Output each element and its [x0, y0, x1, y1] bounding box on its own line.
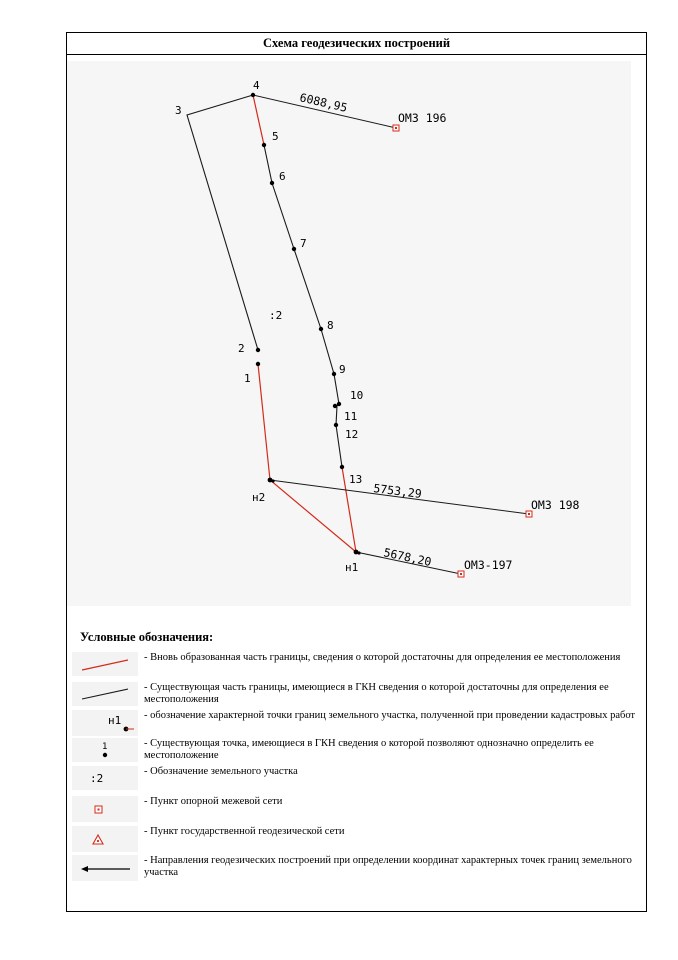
new-boundary-4-5	[253, 95, 264, 145]
point-6-label: 6	[279, 170, 286, 183]
legend-symbol-existing-point	[72, 738, 138, 762]
omz198-icon-dot	[528, 513, 530, 515]
point-12-marker	[334, 423, 338, 427]
point-n1-label: н1	[345, 561, 359, 574]
existing-boundary-west	[187, 95, 258, 350]
parcel-label: :2	[269, 309, 283, 322]
omz196-label: ОМЗ 196	[398, 111, 447, 125]
point-5-label: 5	[272, 130, 279, 143]
survey-directions	[253, 95, 529, 574]
legend-symbol-new-point	[72, 710, 138, 736]
point-10-label: 10	[350, 389, 364, 402]
point-9-marker	[332, 372, 336, 376]
legend-symbol-state-network	[72, 826, 138, 852]
point-10-marker	[337, 402, 341, 406]
legend-title: Условные обозначения:	[80, 630, 214, 644]
legend-symbol-red-line	[72, 652, 138, 676]
legend-text-boundary-network: - Пункт опорной межевой сети	[144, 796, 283, 807]
page-title: Схема геодезических построений	[67, 33, 646, 55]
point-5-marker	[262, 143, 266, 147]
omz198-label: ОМЗ 198	[531, 498, 580, 512]
omz196-icon-dot	[395, 127, 397, 129]
existing-boundary-east	[264, 145, 342, 467]
point-11-marker	[333, 404, 337, 408]
point-n1-marker-b	[357, 551, 360, 554]
point-12-label: 12	[345, 428, 359, 441]
state-network-mark-icon	[93, 835, 103, 844]
distance-196-label: 6088,95	[298, 90, 349, 115]
survey-marks	[393, 125, 532, 577]
distance-197-label: 5678,20	[382, 545, 433, 570]
legend-symbol-black-line	[72, 682, 138, 706]
point-8-label: 8	[327, 319, 334, 332]
existing-boundary	[187, 95, 342, 467]
legend-parcel-symbol-text: :2	[90, 772, 104, 785]
arrow-left-icon	[81, 866, 88, 872]
point-2-label: 2	[238, 342, 245, 355]
point-1-label: 1	[244, 372, 251, 385]
legend-existing-point-symbol-text: 1	[102, 742, 108, 752]
legend-text-existing-boundary: - Существующая часть границы, имеющиеся в ГКН сведения о которой достаточны для определения ее местоположения	[144, 682, 609, 705]
omz197-label: ОМЗ-197	[464, 558, 513, 572]
point-13-marker	[340, 465, 344, 469]
point-7-marker	[292, 247, 296, 251]
legend-symbol-parcel	[72, 766, 138, 790]
legend-text-parcel: - Обозначение земельного участка	[144, 766, 298, 777]
point-n2-marker-b	[271, 479, 274, 482]
point-13-label: 13	[349, 473, 363, 486]
legend-new-point-symbol-text: н1	[108, 714, 122, 727]
point-4-marker	[251, 93, 255, 97]
legend-symbol-direction	[72, 855, 138, 881]
point-n2-label: н2	[252, 491, 266, 504]
legend-symbol-boundary-network	[72, 796, 138, 822]
point-11-label: 11	[344, 410, 358, 423]
distance-198-label: 5753,29	[372, 481, 423, 501]
point-9-label: 9	[339, 363, 346, 376]
point-2-marker	[256, 348, 260, 352]
point-7-label: 7	[300, 237, 307, 250]
point-4-label: 4	[253, 79, 260, 92]
point-8-marker	[319, 327, 323, 331]
legend-text-existing-point: - Существующая точка, имеющиеся в ГКН сведения о которой позволяют однозначно определить ее местоположение	[144, 738, 594, 761]
legend-text-new-boundary: - Вновь образованная часть границы, сведения о которой достаточны для определения ее местоположения	[144, 652, 621, 663]
omz197-icon-dot	[460, 573, 462, 575]
legend-text-state-network: - Пункт государственной геодезической сети	[144, 826, 345, 837]
point-1-marker	[256, 362, 260, 366]
legend-text-direction: - Направления геодезических построений при определении координат характерных точек границ земельного участка	[144, 855, 632, 878]
legend-text-new-point: - обозначение характерной точки границ земельного участка, полученной при проведении кадастровых работ	[144, 710, 636, 721]
point-3-label: 3	[175, 104, 182, 117]
point-6-marker	[270, 181, 274, 185]
